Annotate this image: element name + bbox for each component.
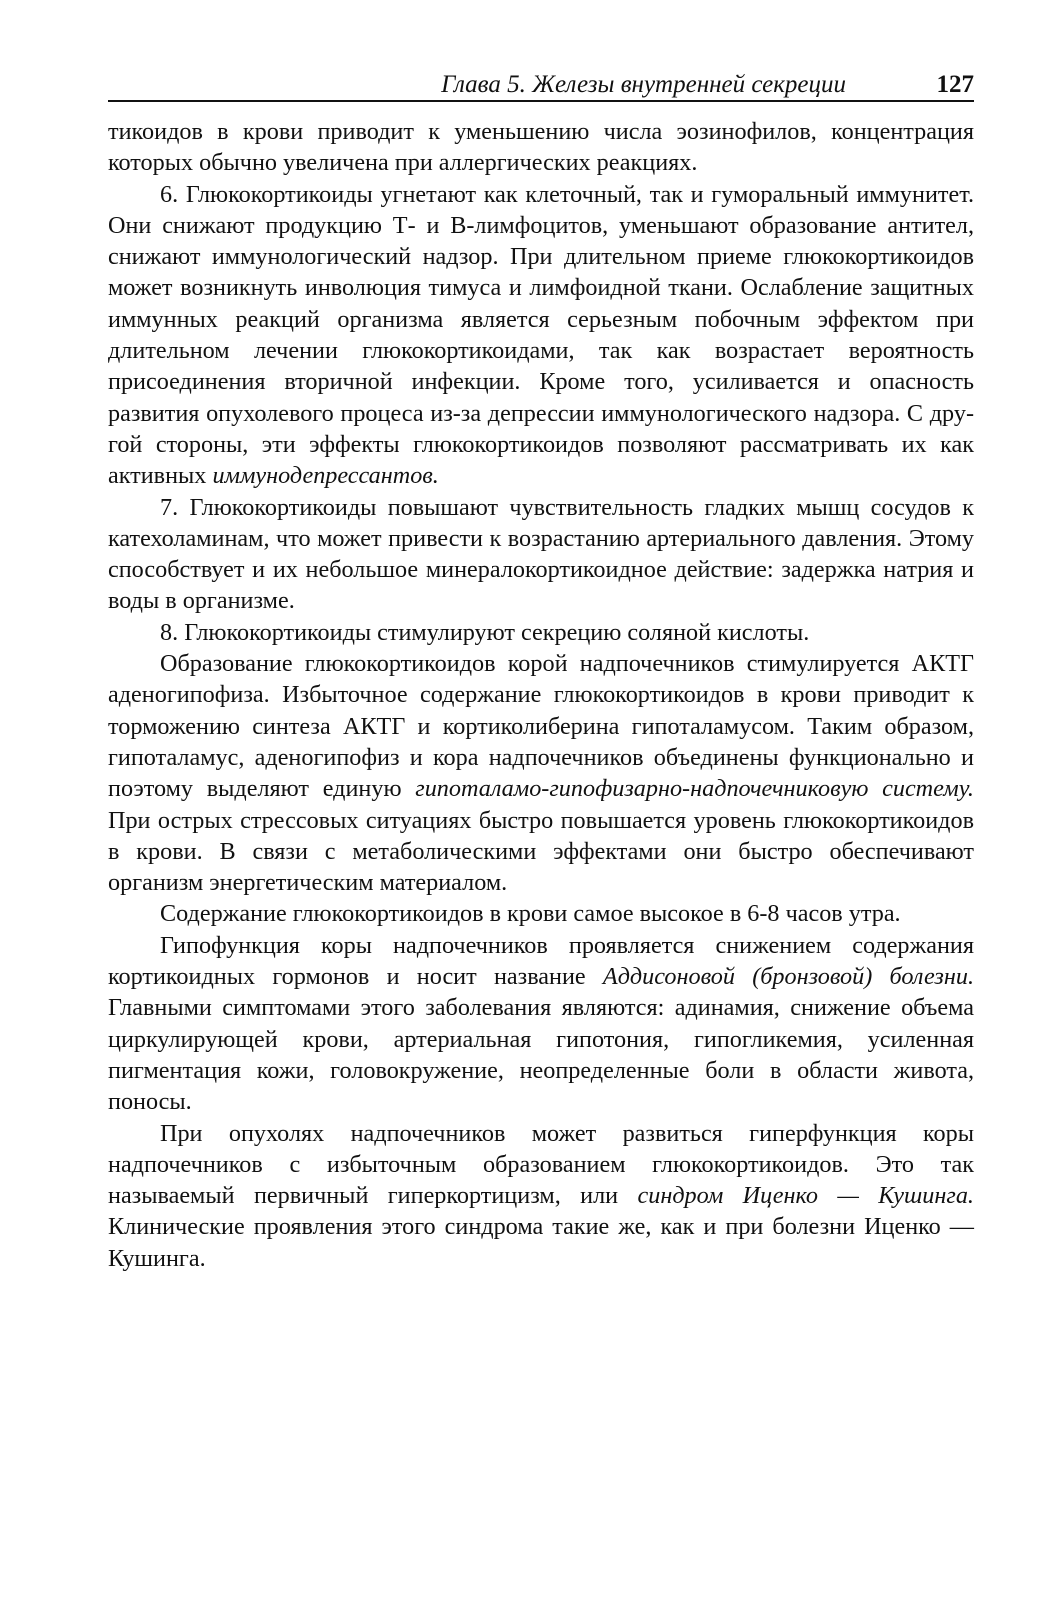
paragraph-cushing	[108, 1118, 974, 1274]
text-run: 6. Глюкокортикоиды угнетают как клеточный, так и гуморальный иммунитет. Они снижают продукцию Т- и В-лимфоцитов, уменьшают образование антител, снижают иммунологический надзор. При длительном приеме глюкокортикоидов может возникнуть инволюция тимуса и лимфоидной ткани. Ослабление защитных иммунных реакций организма является серьезным побочным эффектом при длительном лечении глюкокортикоидами, так как возрастает вероятность присоединения вторичной инфекции. Кроме того, усиливается и опасность развития опухолевого процеса из-за депрессии иммунологического надзора. С другой стороны, эти эффекты глюкокортикоидов позволяют рассматривать их как активных	[108, 180, 974, 490]
text-run: Клинические проявления этого синдрома такие же, как и при болезни Иценко — Кушинга.	[108, 1213, 974, 1272]
book-page	[108, 70, 974, 1274]
paragraph-regulation	[108, 648, 974, 898]
paragraph-addison	[108, 930, 974, 1118]
paragraph-immunity	[108, 179, 974, 492]
italic-term: иммунодепрессантов.	[212, 462, 439, 490]
text-run: тикоидов в крови приводит к уменьшению числа эозинофилов, концентрация которых обычно увеличена при аллергических реакциях.	[108, 118, 974, 177]
text-run: Гипофункция коры надпочечников проявляется снижением содержания кортикоидных гормонов и носит название	[108, 931, 974, 991]
running-header	[108, 70, 974, 102]
italic-term: гипоталамо-гипофизарно-надпочечниковую систему.	[415, 775, 974, 803]
text-run: Содержание глюкокортикоидов в крови самое высокое в 6-8 часов утра.	[160, 900, 901, 928]
paragraph-circadian	[108, 898, 974, 929]
text-run: 7. Глюкокортикоиды повышают чувствительность гладких мышц сосудов к катехоламинам, что может привести к возрастанию артериального давления. Этому способствует и их небольшое минералокортикоидное действие: задержка натрия и воды в организме.	[108, 493, 974, 615]
italic-term: синдром Иценко — Кушинга.	[637, 1182, 974, 1210]
text-run: Главными симптомами этого заболевания являются: адинамия, снижение объема циркулирующей крови, артериальная гипотония, гипогликемия, усиленная пигментация кожи, головокружение, неопределенные боли в области живота, поносы.	[108, 994, 974, 1116]
running-title: Глава 5. Железы внутренней секреции	[441, 71, 846, 98]
body-text	[108, 116, 974, 1274]
paragraph-gastric	[108, 617, 974, 648]
page-number: 127	[936, 71, 974, 98]
paragraph-continued	[108, 116, 974, 179]
text-run: При опухолях надпочечников может развиться гиперфункция коры надпочечников с избыточным образованием глюкокортикоидов. Это так называемый первичный гиперкортицизм, или	[108, 1119, 974, 1210]
text-run: Образование глюкокортикоидов корой надпочечников стимулируется АКТГ аденогипофиза. Избыточное содержание глюкокортикоидов в крови приводит к торможению синтеза АКТГ и кортиколиберина гипоталамусом. Таким образом, гипоталамус, аденогипофиз и кора надпочечников объединены функционально и поэтому выделяют единую	[108, 650, 974, 803]
paragraph-vascular	[108, 492, 974, 617]
text-run: При острых стрессовых ситуациях быстро повышается уровень глюкокортикоидов в крови. В связи с метаболическими эффектами они быстро обеспечивают организм энергетическим материалом.	[108, 806, 974, 897]
italic-term: Аддисоновой (бронзовой) болезни.	[602, 963, 974, 991]
text-run: 8. Глюкокортикоиды стимулируют секрецию соляной кислоты.	[160, 618, 810, 646]
